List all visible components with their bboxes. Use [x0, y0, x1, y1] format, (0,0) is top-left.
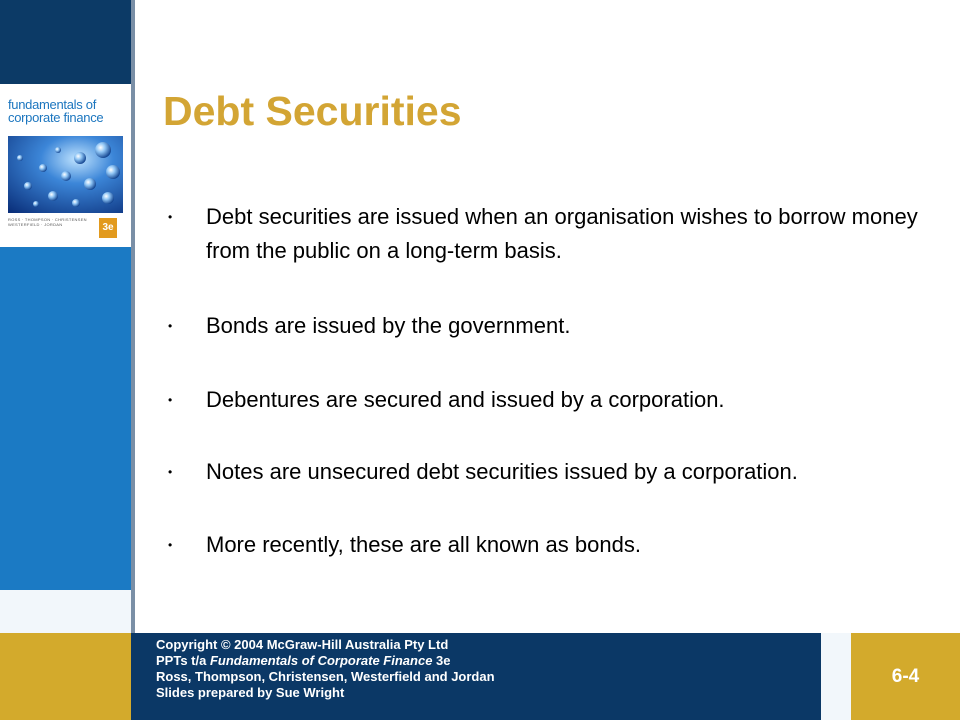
footer-line1: Copyright © 2004 McGraw-Hill Australia Pty Ltd: [156, 637, 449, 652]
bullet-item: [168, 455, 928, 489]
sidebar-top-band: [0, 0, 131, 84]
bullet-dot-icon: •: [168, 465, 173, 479]
cover-authors-line1: ROSS · THOMPSON · CHRISTENSEN: [8, 217, 87, 222]
cover-title-line1: fundamentals of: [8, 97, 97, 112]
footer-white-strip: [821, 633, 851, 720]
bullet-text: Debt securities are issued when an organisation wishes to borrow money from the public on a long-term basis.: [206, 204, 918, 263]
book-cover-image: [0, 84, 131, 247]
bullet-dot-icon: •: [168, 210, 173, 224]
bullet-dot-icon: •: [168, 538, 173, 552]
sidebar-white-band: [0, 590, 131, 633]
cover-authors-line2: WESTERFIELD · JORDAN: [8, 222, 63, 227]
bullet-item: [168, 528, 928, 562]
cover-authors: [8, 217, 87, 227]
bullet-dot-icon: •: [168, 393, 173, 407]
sidebar-edge-line: [131, 0, 135, 633]
bullet-text: More recently, these are all known as bonds.: [206, 532, 641, 557]
cover-title: [8, 98, 103, 124]
cover-edition-badge: 3e: [99, 218, 117, 238]
bullet-text: Notes are unsecured debt securities issued by a corporation.: [206, 459, 798, 484]
bullet-item: [168, 383, 928, 417]
bullet-item: [168, 200, 928, 268]
footer-line2-book-title: Fundamentals of Corporate Finance: [209, 653, 433, 668]
bullet-item: [168, 309, 928, 343]
footer-line3: Ross, Thompson, Christensen, Westerfield and Jordan: [156, 669, 495, 684]
bullet-dot-icon: •: [168, 319, 173, 333]
sidebar-gold-band: [0, 633, 131, 720]
footer-line2-suffix: 3e: [432, 653, 451, 668]
slide-title: Debt Securities: [163, 88, 462, 134]
sidebar-blue-band: [0, 247, 131, 590]
footer-line4: Slides prepared by Sue Wright: [156, 685, 345, 700]
footer-copyright: [156, 637, 495, 701]
bullet-text: Bonds are issued by the government.: [206, 313, 571, 338]
slide-number: 6-4: [891, 666, 920, 687]
cover-title-line2: corporate finance: [8, 110, 104, 125]
footer-line2-prefix: PPTs t/a: [156, 653, 210, 668]
bullet-text: Debentures are secured and issued by a corporation.: [206, 387, 725, 412]
footer-line2: [156, 653, 495, 669]
